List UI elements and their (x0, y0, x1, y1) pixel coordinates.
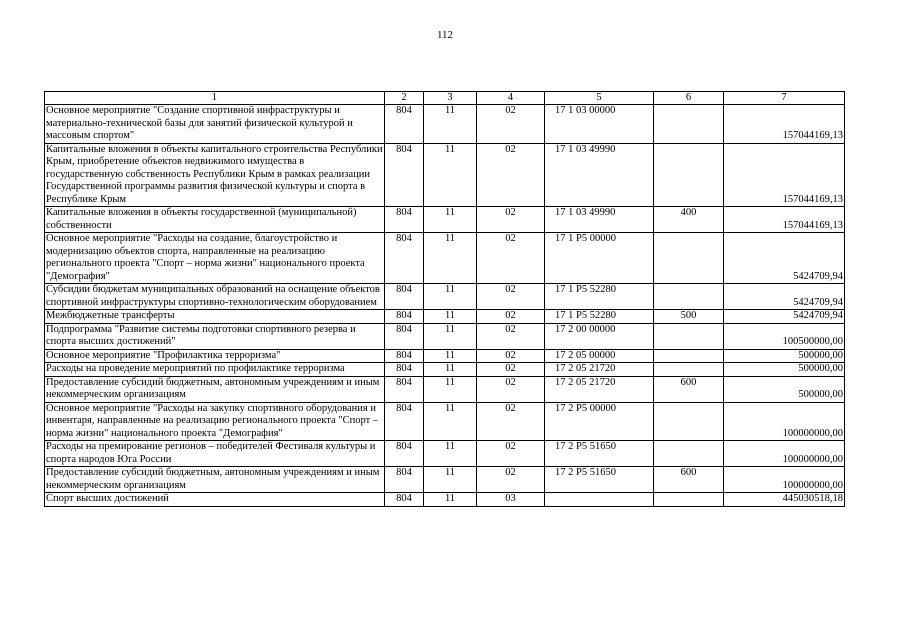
cell-target-article: 17 1 P5 52280 (545, 284, 654, 310)
cell-subsection: 02 (477, 467, 545, 493)
cell-section: 11 (424, 143, 477, 207)
cell-expense-type (654, 441, 724, 467)
cell-description: Основное мероприятие "Расходы на создание, благоустройство и модернизацию объектов спорта, направленные на реализацию регионального проекта "Спорт – норма жизни" национального проекта "Демография" (45, 233, 385, 284)
cell-description: Подпрограмма "Развитие системы подготовки спортивного резерва и спорта высших достижений" (45, 323, 385, 349)
table-row (45, 207, 845, 233)
cell-section: 11 (424, 105, 477, 144)
cell-expense-type (654, 363, 724, 377)
table-row (45, 441, 845, 467)
cell-target-article: 17 1 P5 52280 (545, 310, 654, 324)
cell-description: Предоставление субсидий бюджетным, автономным учреждениям и иным некоммерческим организациям (45, 376, 385, 402)
cell-target-article: 17 1 03 49990 (545, 207, 654, 233)
cell-description: Основное мероприятие "Расходы на закупку спортивного оборудования и инвентаря, направленные на реализацию регионального проекта "Спорт – норма жизни" национального проекта "Демография" (45, 402, 385, 441)
cell-section: 11 (424, 441, 477, 467)
table-row (45, 467, 845, 493)
cell-expense-type (654, 493, 724, 507)
table-row (45, 233, 845, 284)
cell-expense-type (654, 105, 724, 144)
table-row (45, 493, 845, 507)
cell-amount: 5424709,94 (724, 233, 845, 284)
cell-subsection: 02 (477, 207, 545, 233)
table-row (45, 363, 845, 377)
cell-target-article: 17 2 05 21720 (545, 376, 654, 402)
cell-amount: 157044169,13 (724, 207, 845, 233)
cell-subsection: 02 (477, 363, 545, 377)
cell-section: 11 (424, 467, 477, 493)
cell-target-article: 17 2 05 00000 (545, 349, 654, 363)
cell-gov-code: 804 (385, 363, 424, 377)
cell-subsection: 02 (477, 105, 545, 144)
page-number: 112 (436, 29, 454, 41)
cell-amount: 100000000,00 (724, 467, 845, 493)
cell-expense-type: 600 (654, 467, 724, 493)
cell-expense-type (654, 284, 724, 310)
cell-expense-type (654, 143, 724, 207)
cell-target-article: 17 2 P5 51650 (545, 467, 654, 493)
cell-target-article: 17 1 P5 00000 (545, 233, 654, 284)
cell-subsection: 02 (477, 323, 545, 349)
cell-amount: 500000,00 (724, 376, 845, 402)
cell-gov-code: 804 (385, 323, 424, 349)
cell-section: 11 (424, 402, 477, 441)
cell-gov-code: 804 (385, 310, 424, 324)
cell-expense-type: 500 (654, 310, 724, 324)
cell-section: 11 (424, 349, 477, 363)
cell-target-article: 17 1 03 00000 (545, 105, 654, 144)
cell-description: Основное мероприятие "Создание спортивной инфраструктуры и материально-технической базы для занятий физической культурой и массовым спортом" (45, 105, 385, 144)
cell-gov-code: 804 (385, 441, 424, 467)
cell-description: Расходы на проведение мероприятий по профилактике терроризма (45, 363, 385, 377)
cell-section: 11 (424, 323, 477, 349)
cell-amount: 5424709,94 (724, 284, 845, 310)
header-cell-description: 1 (45, 92, 385, 105)
cell-subsection: 02 (477, 233, 545, 284)
cell-gov-code: 804 (385, 233, 424, 284)
cell-expense-type (654, 349, 724, 363)
cell-gov-code: 804 (385, 349, 424, 363)
cell-expense-type: 400 (654, 207, 724, 233)
cell-gov-code: 804 (385, 402, 424, 441)
cell-description: Расходы на премирование регионов – победителей Фестиваля культуры и спорта народов Юга России (45, 441, 385, 467)
cell-target-article: 17 2 P5 00000 (545, 402, 654, 441)
cell-expense-type (654, 402, 724, 441)
cell-description: Межбюджетные трансферты (45, 310, 385, 324)
cell-gov-code: 804 (385, 284, 424, 310)
cell-subsection: 02 (477, 402, 545, 441)
header-cell-gov-code: 2 (385, 92, 424, 105)
cell-section: 11 (424, 376, 477, 402)
cell-amount: 445030518,18 (724, 493, 845, 507)
cell-target-article: 17 1 03 49990 (545, 143, 654, 207)
cell-amount: 100000000,00 (724, 402, 845, 441)
cell-subsection: 02 (477, 376, 545, 402)
cell-expense-type (654, 233, 724, 284)
cell-section: 11 (424, 284, 477, 310)
cell-amount: 157044169,13 (724, 105, 845, 144)
cell-section: 11 (424, 493, 477, 507)
table-row (45, 323, 845, 349)
cell-gov-code: 804 (385, 143, 424, 207)
cell-section: 11 (424, 310, 477, 324)
cell-subsection: 03 (477, 493, 545, 507)
table-row (45, 143, 845, 207)
header-cell-section: 3 (424, 92, 477, 105)
header-row (45, 92, 845, 105)
cell-target-article: 17 2 00 00000 (545, 323, 654, 349)
cell-description: Капитальные вложения в объекты государственной (муниципальной) собственности (45, 207, 385, 233)
cell-target-article (545, 493, 654, 507)
budget-table (44, 91, 845, 507)
header-cell-amount: 7 (724, 92, 845, 105)
cell-target-article: 17 2 P5 51650 (545, 441, 654, 467)
cell-subsection: 02 (477, 441, 545, 467)
cell-description: Капитальные вложения в объекты капитального строительства Республики Крым, приобретение объектов недвижимого имущества в государственную собственность Республики Крым в рамках реализации Государственной программы развития физической культуры и спорта в Республике Крым (46, 143, 383, 205)
cell-target-article: 17 2 05 21720 (545, 363, 654, 377)
header-cell-subsection: 4 (477, 92, 545, 105)
cell-amount: 100000000,00 (724, 441, 845, 467)
cell-description: Спорт высших достижений (45, 493, 385, 507)
table-row (45, 402, 845, 441)
header-cell-target-article: 5 (545, 92, 654, 105)
cell-subsection: 02 (477, 349, 545, 363)
table-row (45, 284, 845, 310)
cell-gov-code: 804 (385, 493, 424, 507)
cell-description: Предоставление субсидий бюджетным, автономным учреждениям и иным некоммерческим организациям (45, 467, 385, 493)
cell-expense-type: 600 (654, 376, 724, 402)
cell-amount: 100500000,00 (724, 323, 845, 349)
table-row (45, 105, 845, 144)
cell-amount: 500000,00 (724, 349, 845, 363)
header-cell-expense-type: 6 (654, 92, 724, 105)
cell-amount: 5424709,94 (724, 310, 845, 324)
cell-description: Основное мероприятие "Профилактика терроризма" (45, 349, 385, 363)
cell-section: 11 (424, 233, 477, 284)
cell-subsection: 02 (477, 143, 545, 207)
cell-amount: 500000,00 (724, 363, 845, 377)
table-row (45, 376, 845, 402)
cell-section: 11 (424, 363, 477, 377)
cell-amount: 157044169,13 (724, 143, 845, 207)
cell-gov-code: 804 (385, 467, 424, 493)
cell-subsection: 02 (477, 284, 545, 310)
cell-subsection: 02 (477, 310, 545, 324)
table-row (45, 349, 845, 363)
cell-gov-code: 804 (385, 105, 424, 144)
cell-gov-code: 804 (385, 376, 424, 402)
table-row (45, 310, 845, 324)
cell-expense-type (654, 323, 724, 349)
cell-description: Субсидии бюджетам муниципальных образований на оснащение объектов спортивной инфраструктуры спортивно-технологическим оборудованием (45, 284, 385, 310)
cell-section: 11 (424, 207, 477, 233)
cell-gov-code: 804 (385, 207, 424, 233)
